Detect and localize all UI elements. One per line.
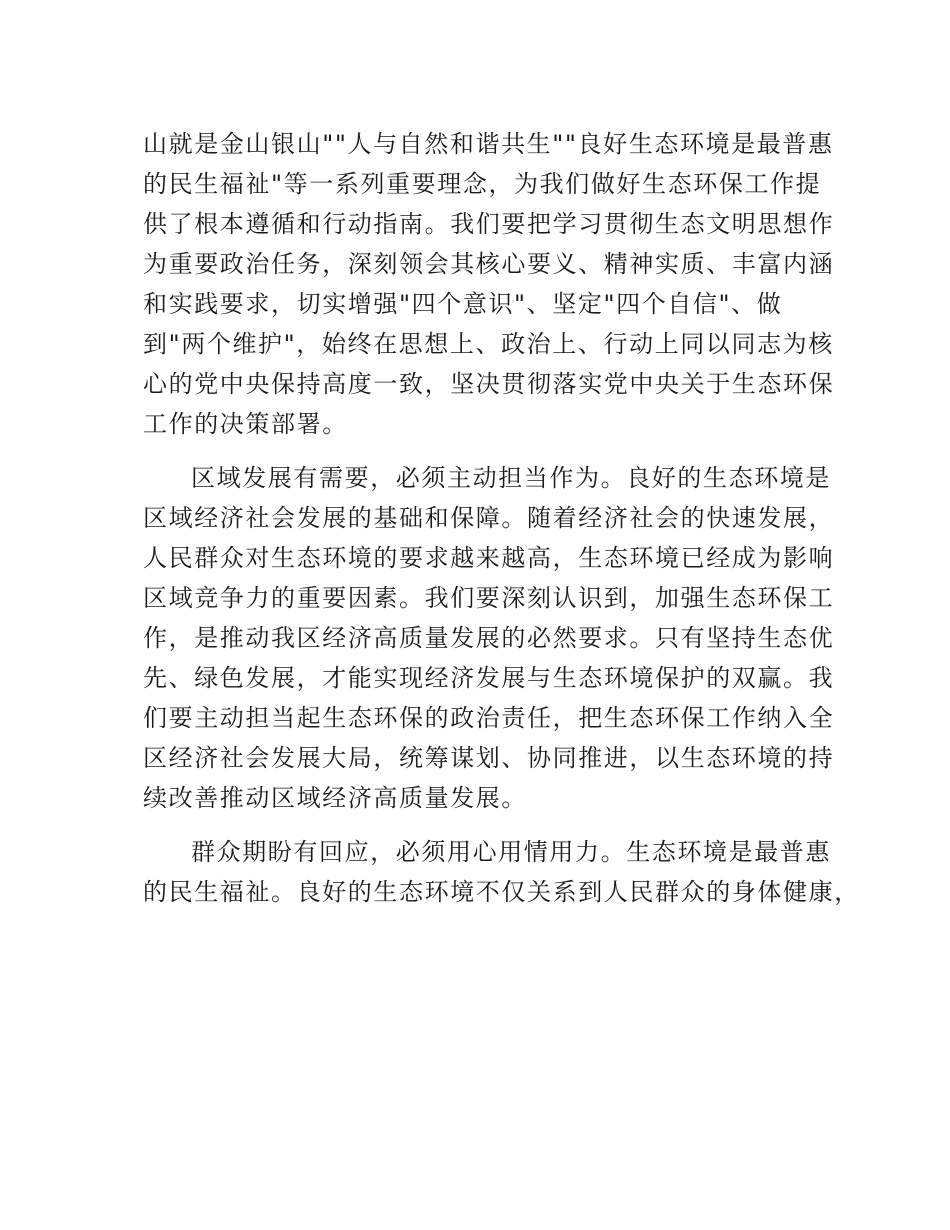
- paragraph-2: [143, 458, 835, 818]
- document-body: [143, 124, 860, 926]
- text-line: 先、绿色发展，才能实现经济发展与生态环境保护的双赢。我: [143, 664, 835, 692]
- text-line: 群众期盼有回应，必须用心用情用力。生态环境是最普惠: [191, 838, 831, 866]
- text-line: 到"两个维护"，始终在思想上、政治上、行动上同以同志为核: [143, 330, 834, 358]
- text-line: 区经济社会发展大局，统筹谋划、协同推进，以生态环境的持: [143, 744, 835, 772]
- text-line: 和实践要求，切实增强"四个意识"、坚定"四个自信"、做: [143, 290, 783, 318]
- paragraph-3: [143, 832, 860, 912]
- paragraph-1: [143, 124, 835, 444]
- text-line: 的民生福祉"等一系列重要理念，为我们做好生态环保工作提: [143, 170, 822, 198]
- text-line: 山就是金山银山""人与自然和谐共生""良好生态环境是最普惠: [143, 130, 834, 158]
- text-line: 工作的决策部署。: [143, 410, 348, 438]
- text-line: 们要主动担当起生态环保的政治责任，把生态环保工作纳入全: [143, 704, 835, 732]
- text-line: 作，是推动我区经济高质量发展的必然要求。只有坚持生态优: [143, 624, 835, 652]
- text-line: 心的党中央保持高度一致，坚决贯彻落实党中央关于生态环保: [143, 370, 835, 398]
- text-line: 区域经济社会发展的基础和保障。随着经济社会的快速发展，: [143, 504, 835, 532]
- text-line: 供了根本遵循和行动指南。我们要把学习贯彻生态文明思想作: [143, 210, 835, 238]
- text-line: 的民生福祉。良好的生态环境不仅关系到人民群众的身体健康，: [143, 878, 860, 906]
- text-line: 人民群众对生态环境的要求越来越高，生态环境已经成为影响: [143, 544, 835, 572]
- text-line: 为重要政治任务，深刻领会其核心要义、精神实质、丰富内涵: [143, 250, 835, 278]
- text-line: 续改善推动区域经济高质量发展。: [143, 784, 527, 812]
- text-line: 区域竞争力的重要因素。我们要深刻认识到，加强生态环保工: [143, 584, 835, 612]
- text-line: 区域发展有需要，必须主动担当作为。良好的生态环境是: [191, 464, 831, 492]
